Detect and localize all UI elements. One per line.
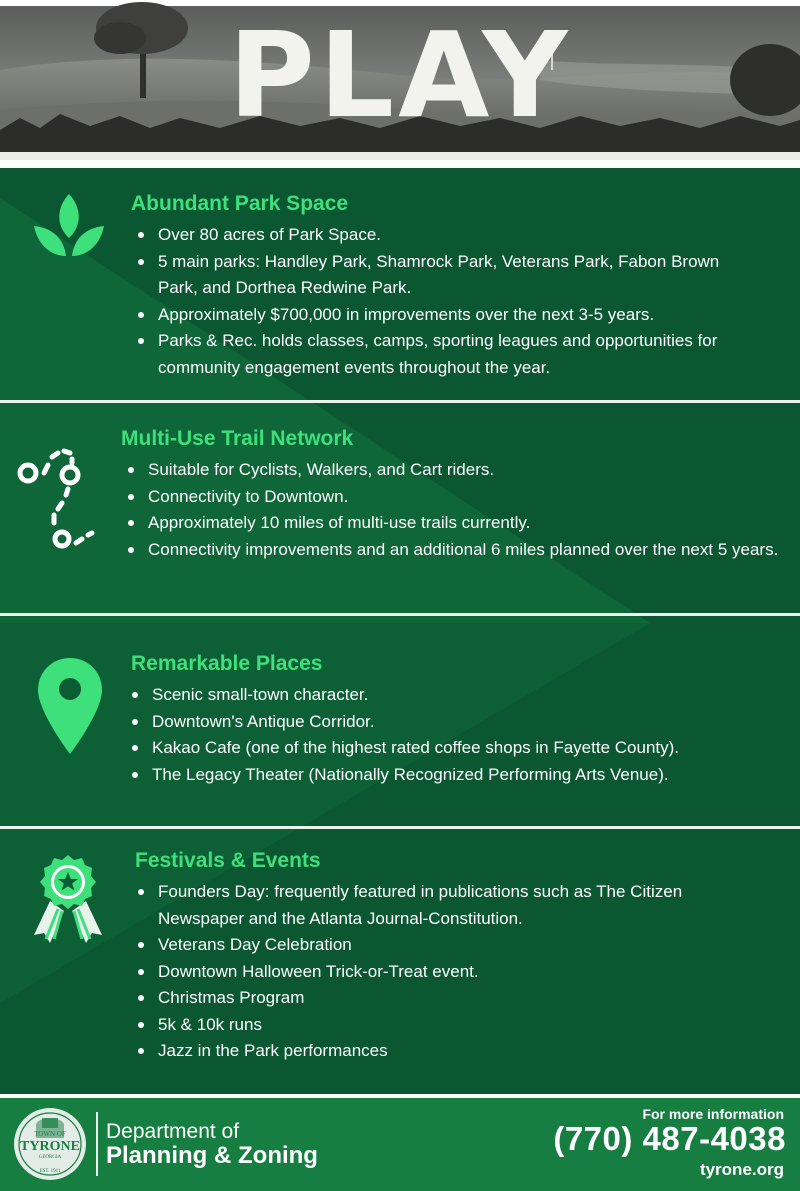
page-title: PLAY xyxy=(228,6,572,144)
content-body xyxy=(0,168,800,1094)
department-line1: Department of xyxy=(106,1120,240,1143)
list-item: Christmas Program xyxy=(158,985,758,1012)
section-title: Abundant Park Space xyxy=(131,192,349,215)
section-remarkable-places xyxy=(0,616,800,826)
section-title: Remarkable Places xyxy=(131,652,323,675)
footer-divider xyxy=(96,1112,98,1176)
section-bullet-list xyxy=(124,682,792,788)
list-item: 5 main parks: Handley Park, Shamrock Park, Veterans Park, Fabon Brown Park, and Dorthea Redwine Park. xyxy=(158,249,738,302)
leaf-sprout-icon xyxy=(34,194,104,260)
list-item: Approximately $700,000 in improvements over the next 3-5 years. xyxy=(158,302,778,329)
list-item: Approximately 10 miles of multi-use trails currently. xyxy=(148,510,788,537)
list-item: Connectivity improvements and an additional 6 miles planned over the next 5 years. xyxy=(148,537,788,564)
list-item: Veterans Day Celebration xyxy=(158,932,758,959)
list-item: Scenic small-town character. xyxy=(152,682,792,709)
section-park-space xyxy=(0,168,800,400)
list-item: Founders Day: frequently featured in publications such as The Citizen Newspaper and the Atlanta Journal-Constitution. xyxy=(158,879,718,932)
seal-name-text: TYRONE xyxy=(20,1139,80,1154)
section-bullet-list xyxy=(130,879,758,1065)
seal-state-text: GEORGIA xyxy=(38,1155,62,1160)
section-festivals-events xyxy=(0,829,800,1094)
list-item: Connectivity to Downtown. xyxy=(148,484,788,511)
section-bullet-list xyxy=(130,222,778,381)
list-item: Downtown Halloween Trick-or-Treat event. xyxy=(158,959,758,986)
map-pin-icon xyxy=(38,658,102,754)
list-item: The Legacy Theater (Nationally Recognized Performing Arts Venue). xyxy=(152,762,792,789)
footer-bar xyxy=(0,1098,800,1191)
section-trail-network xyxy=(0,403,800,613)
seal-top-text: TOWN OF xyxy=(34,1130,66,1138)
seal-est-text: EST. 1911 xyxy=(39,1169,61,1174)
phone-number-link[interactable]: (770) 487-4038 xyxy=(553,1120,786,1157)
trail-path-icon xyxy=(14,443,100,555)
list-item: Kakao Cafe (one of the highest rated coffee shops in Fayette County). xyxy=(152,735,792,762)
more-info-label: For more information xyxy=(642,1106,784,1122)
list-item: Suitable for Cyclists, Walkers, and Cart riders. xyxy=(148,457,788,484)
section-title: Multi-Use Trail Network xyxy=(121,427,354,450)
list-item: 5k & 10k runs xyxy=(158,1012,758,1039)
list-item: Over 80 acres of Park Space. xyxy=(158,222,778,249)
department-line2: Planning & Zoning xyxy=(106,1142,318,1169)
list-item: Jazz in the Park performances xyxy=(158,1038,758,1065)
list-item: Parks & Rec. holds classes, camps, sporting leagues and opportunities for community engagement events throughout the year. xyxy=(158,328,778,381)
award-ribbon-icon xyxy=(28,853,108,945)
list-item: Downtown's Antique Corridor. xyxy=(152,709,792,736)
header-banner xyxy=(0,0,800,160)
town-seal-icon xyxy=(12,1106,88,1182)
section-title: Festivals & Events xyxy=(135,849,321,872)
section-bullet-list xyxy=(120,457,788,563)
website-link[interactable]: tyrone.org xyxy=(699,1160,784,1179)
